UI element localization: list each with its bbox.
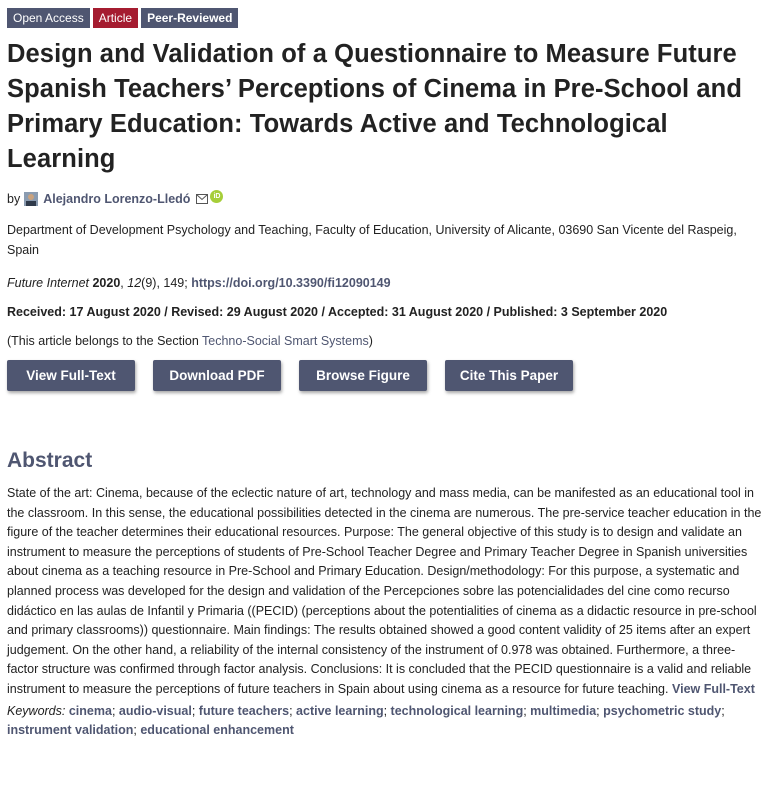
orcid-icon[interactable]: iD bbox=[210, 190, 223, 203]
keyword-link[interactable]: active learning bbox=[296, 703, 384, 718]
author-line bbox=[7, 192, 762, 206]
keyword-separator: ; bbox=[133, 723, 141, 738]
keyword-link[interactable]: instrument validation bbox=[7, 723, 134, 738]
publication-dates: Received: 17 August 2020 / Revised: 29 August 2020 / Accepted: 31 August 2020 / Published: 3 September 2020 bbox=[7, 305, 668, 319]
abstract-body bbox=[7, 484, 762, 700]
author-name-link[interactable]: Alejandro Lorenzo-Lledó bbox=[43, 192, 191, 206]
envelope-icon[interactable] bbox=[196, 194, 208, 204]
by-label: by bbox=[7, 192, 21, 206]
action-buttons bbox=[7, 360, 762, 391]
keyword-separator: ; bbox=[523, 703, 531, 718]
article-title: Design and Validation of a Questionnaire to Measure Future Spanish Teachers’ Perceptions of Cinema in Pre-School and Primary Education: Towards Active and Technological Learning bbox=[7, 40, 743, 173]
keyword-separator: ; bbox=[111, 703, 119, 718]
browse-figure-button[interactable]: Browse Figure bbox=[299, 360, 427, 391]
keyword-separator: ; bbox=[289, 703, 297, 718]
article-type-badge: Article bbox=[93, 8, 138, 28]
keyword-link[interactable]: multimedia bbox=[530, 703, 597, 718]
keyword-separator: ; bbox=[721, 703, 725, 718]
section-note bbox=[7, 334, 762, 348]
keyword-link[interactable]: future teachers bbox=[198, 703, 290, 718]
keyword-separator: ; bbox=[191, 703, 199, 718]
journal-name: Future Internet bbox=[7, 276, 89, 290]
badge-row bbox=[7, 8, 762, 28]
author-avatar-icon bbox=[24, 192, 38, 206]
keywords-label: Keywords: bbox=[7, 703, 66, 718]
view-full-text-button[interactable]: View Full-Text bbox=[7, 360, 135, 391]
open-access-badge[interactable]: Open Access bbox=[7, 8, 90, 28]
keyword-link[interactable]: psychometric study bbox=[603, 703, 722, 718]
abstract-text: State of the art: Cinema, because of the eclectic nature of art, technology and mass media, can be manifested as an educational tool in the classroom. In this sense, the educational possibilities detected in the cinema are numerous. The pre-service teacher education in the figure of the teacher determines their educational resources. Purpose: The general objective of this study is to design and validate an instrument to measure the perceptions of students of Pre-School Teacher Degree and Primary Teacher Degree in Spanish universities about cinema as a teaching resource in Pre-School and Primary Education. Design/methodology: For this purpose, a systematic and planned process was developed for the design and validation of the Percepciones sobre las potencialidades del cine como recurso didáctico en las aulas de Infantil y Primaria ((PECID) (perceptions about the potentialities of cinema as a didactic resource in pre-school and primary classrooms)) questionnaire. Main findings: The results obtained showed a good content validity of 25 items after an expert judgement. On the other hand, a reliability of the internal consistency of the instrument of 0.978 was obtained. Furthermore, a three-factor structure was confirmed through factor analysis. Conclusions: It is concluded that the PECID questionnaire is a valid and reliable instrument to measure the perceptions of future teachers in Spain about using cinema as a resource for future teaching. bbox=[7, 486, 762, 696]
keyword-separator: ; bbox=[596, 703, 604, 718]
keyword-link[interactable]: audio-visual bbox=[118, 703, 192, 718]
author-affiliation: Department of Development Psychology and Teaching, Faculty of Education, University of Alicante, 03690 San Vicente del Raspeig, Spain bbox=[7, 223, 737, 257]
citation-volume: 12 bbox=[127, 276, 142, 290]
abstract-heading: Abstract bbox=[7, 449, 93, 472]
citation-issue: (9) bbox=[141, 276, 157, 290]
citation-page: , 149; bbox=[156, 276, 192, 290]
keyword-link[interactable]: cinema bbox=[68, 703, 112, 718]
abstract-view-full-text-link[interactable]: View Full-Text bbox=[671, 681, 755, 696]
download-pdf-button[interactable]: Download PDF bbox=[153, 360, 281, 391]
cite-paper-button[interactable]: Cite This Paper bbox=[445, 360, 573, 391]
section-suffix: ) bbox=[368, 334, 373, 348]
keywords-list bbox=[7, 704, 725, 738]
doi-link[interactable]: https://doi.org/10.3390/fi12090149 bbox=[191, 276, 391, 290]
section-link[interactable]: Techno-Social Smart Systems bbox=[202, 334, 369, 348]
keywords bbox=[7, 702, 762, 741]
peer-reviewed-badge[interactable]: Peer-Reviewed bbox=[141, 8, 238, 28]
section-prefix: (This article belongs to the Section bbox=[7, 334, 203, 348]
citation-line: Future Internet 2020, 12(9), 149; https://doi.org/10.3390/fi12090149 bbox=[7, 276, 391, 290]
citation-year: 2020 bbox=[92, 276, 121, 290]
keyword-link[interactable]: educational enhancement bbox=[140, 723, 294, 738]
keyword-link[interactable]: technological learning bbox=[390, 703, 524, 718]
keyword-separator: ; bbox=[383, 703, 391, 718]
